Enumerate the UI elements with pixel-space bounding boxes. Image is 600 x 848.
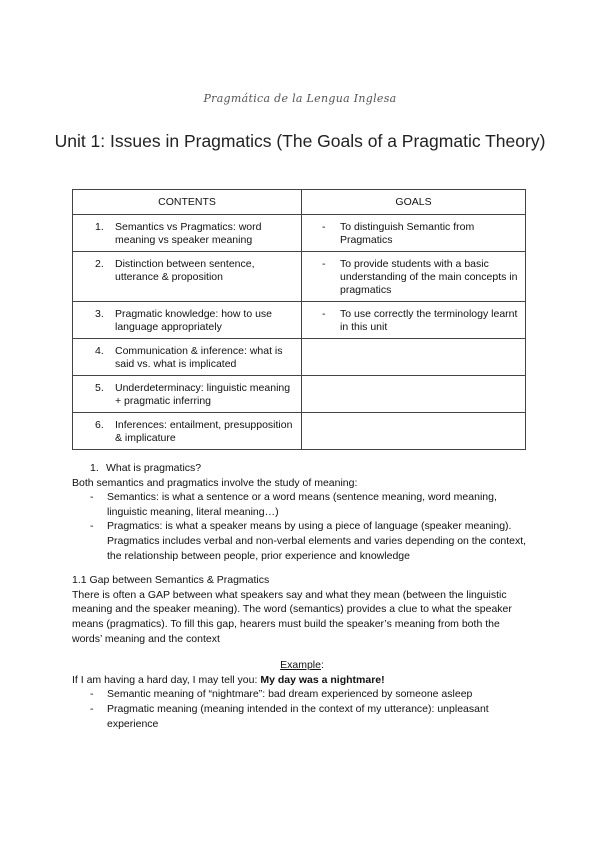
document-body [72,461,532,731]
content-cell: Semantics vs Pragmatics: word meaning vs speaker meaning [115,221,262,246]
table-row [73,302,526,339]
section-heading [72,461,532,476]
subsection-heading: 1.1 Gap between Semantics & Pragmatics [72,574,270,587]
empty-goal-cell [302,339,526,376]
bullet-dash: - [90,702,94,715]
example-intro-line [72,673,532,688]
table-row [73,215,526,252]
list-item [72,702,532,731]
table-row [73,252,526,302]
goal-dash: - [322,221,326,233]
contents-goals-table [72,189,526,450]
bullet-text: Semantics: is what a sentence or a word means (sentence meaning, word meaning, linguistic meaning, literal meaning…) [107,491,497,518]
row-number: 3. [95,308,104,320]
table-row [73,376,526,413]
example-quote: My day was a nightmare! [260,673,385,686]
list-item [72,519,532,563]
example-label-line [72,658,532,673]
bullet-dash: - [90,491,94,504]
section-title: What is pragmatics? [106,462,202,474]
empty-goal-cell [302,376,526,413]
row-number: 2. [95,258,104,270]
goal-dash: - [322,258,326,270]
content-cell: Distinction between sentence, utterance & proposition [115,258,255,283]
row-number: 5. [95,382,104,394]
section-number: 1. [90,462,99,474]
row-number: 4. [95,345,104,357]
unit-title: Unit 1: Issues in Pragmatics (The Goals of a Pragmatic Theory) [54,131,546,151]
content-cell: Communication & inference: what is said vs. what is implicated [115,345,283,370]
goal-dash: - [322,308,326,320]
contents-header: CONTENTS [73,190,302,215]
goal-cell: To distinguish Semantic from Pragmatics [340,221,475,246]
example-label: Example [280,659,321,672]
content-cell: Underdeterminacy: linguistic meaning + pragmatic inferring [115,382,291,407]
example-intro: If I am having a hard day, I may tell you: [72,673,261,686]
goal-cell: To use correctly the terminology learnt in this unit [340,308,518,333]
course-header: Pragmática de la Lengua Inglesa [203,92,397,105]
goal-cell: To provide students with a basic understanding of the main concepts in pragmatics [340,258,518,296]
list-item [72,687,532,702]
list-item [72,490,532,519]
row-number: 1. [95,221,104,233]
table-row [73,413,526,450]
empty-goal-cell [302,413,526,450]
bullet-text: Pragmatics: is what a speaker means by using a piece of language (speaker meaning). Pragmatics includes verbal and non-verbal elements and varies depending on the context, the relationship between people, prior experience and knowledge [107,520,527,562]
content-cell: Inferences: entailment, presupposition & implicature [115,419,293,444]
content-cell: Pragmatic knowledge: how to use language appropriately [115,308,273,333]
bullet-dash: - [90,520,94,533]
table-row [73,339,526,376]
example-colon: : [320,659,324,672]
goals-header: GOALS [302,190,526,215]
subsection-text: There is often a GAP between what speakers say and what they mean (between the linguistic meaning and the speaker meaning). The word (semantics) provides a clue to what the speaker means (pragmatics). To fill this gap, hearers must build the speaker’s meaning from both the words’ meaning and the context [72,588,512,645]
section-intro: Both semantics and pragmatics involve the study of meaning: [72,476,358,489]
table-header-row [73,190,526,215]
row-number: 6. [95,419,104,431]
bullet-dash: - [90,688,94,701]
bullet-text: Pragmatic meaning (meaning intended in the context of my utterance): unpleasant experience [107,702,489,730]
bullet-text: Semantic meaning of “nightmare”: bad dream experienced by someone asleep [107,688,473,701]
